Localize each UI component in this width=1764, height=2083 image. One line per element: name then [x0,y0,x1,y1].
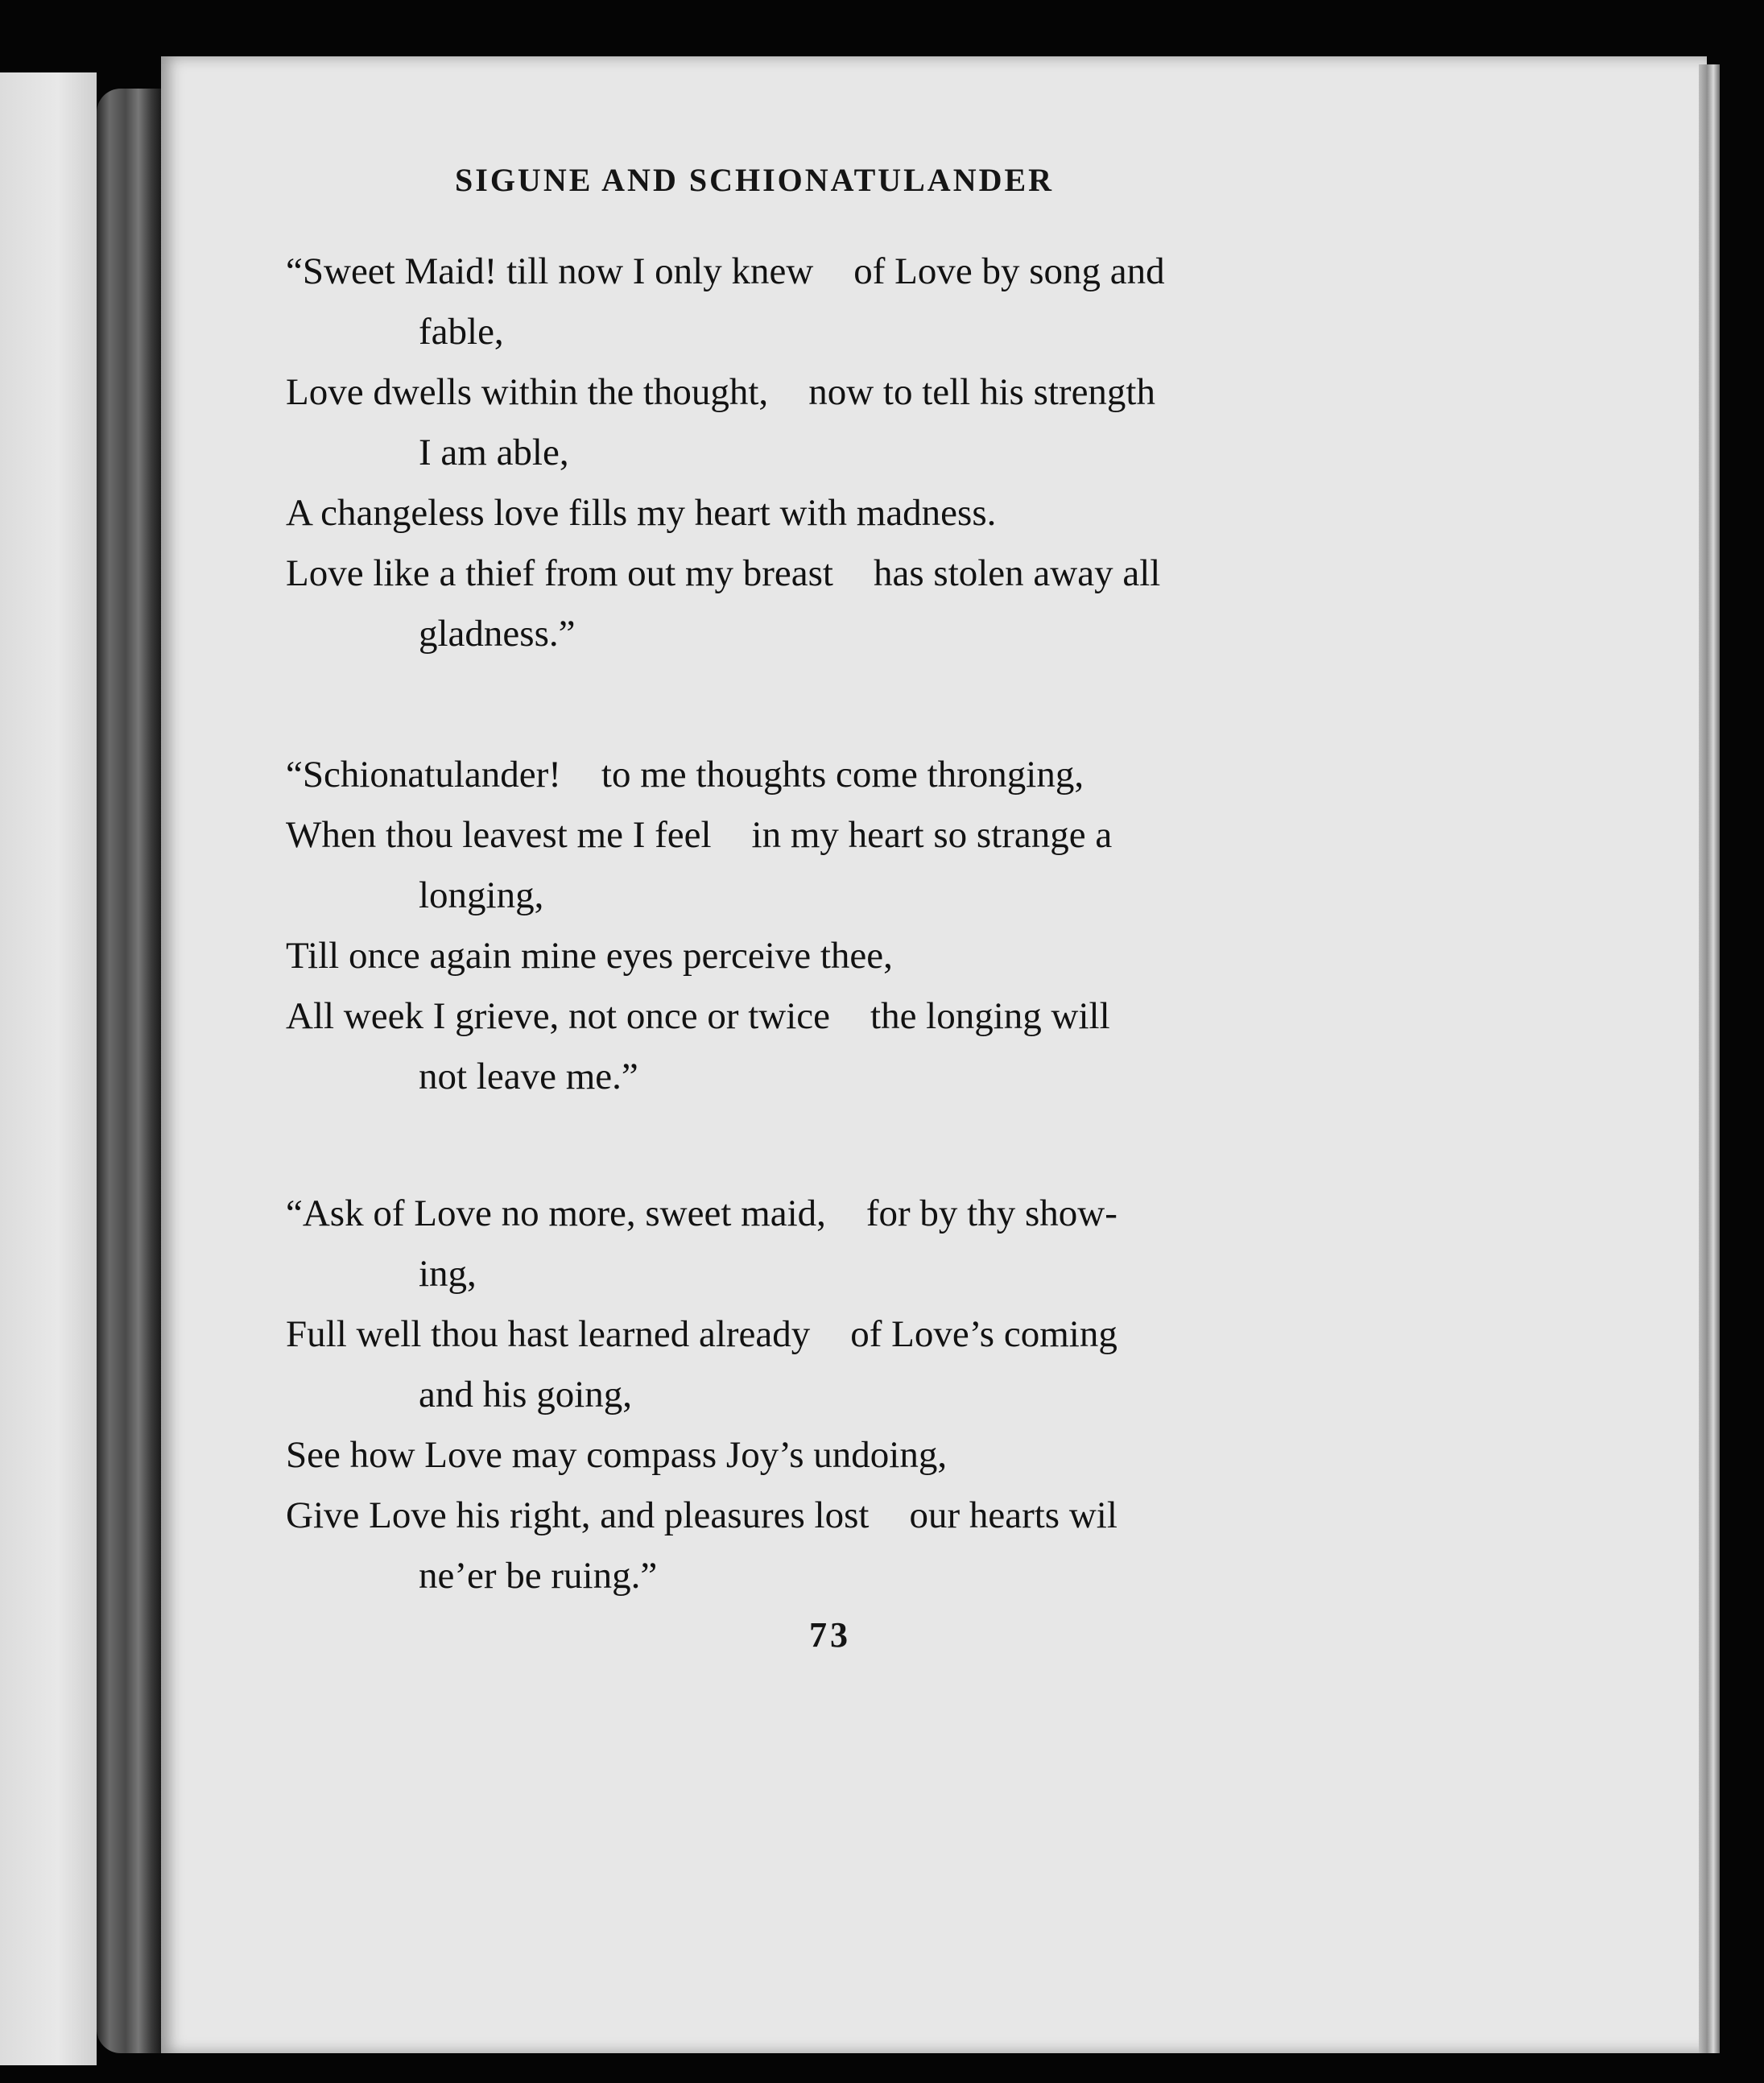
page-fore-edge [1699,64,1720,2053]
book-gutter [97,89,161,2053]
verse-line: “Ask of Love no more, sweet maid, for by thy show- [286,1192,1117,1234]
verse-line: Give Love his right, and pleasures lost our hearts wil [286,1494,1117,1536]
verse-line-continuation: longing, [419,874,544,916]
facing-page-edge [0,72,97,2065]
verse-line: “Sweet Maid! till now I only knew of Love by song and [286,250,1165,292]
page-number: 73 [809,1615,851,1655]
stanza-2 [286,745,1373,1107]
running-head: SIGUNE AND SCHIONATULANDER [455,162,1055,198]
verse-line: Full well thou hast learned already of Love’s coming [286,1313,1117,1355]
stanza-3 [286,1184,1373,1606]
verse-line: “Schionatulander! to me thoughts come thronging, [286,754,1084,796]
verse-line: All week I grieve, not once or twice the longing will [286,995,1110,1037]
stanza-1 [286,242,1373,664]
verse-line: When thou leavest me I feel in my heart so strange a [286,814,1113,856]
verse-line-continuation: not leave me.” [419,1056,638,1097]
verse-line: See how Love may compass Joy’s undoing, [286,1434,948,1476]
verse-line-continuation: ing, [419,1253,477,1295]
verse-line: Till once again mine eyes perceive thee, [286,935,893,977]
verse-line: Love like a thief from out my breast has stolen away all [286,552,1161,594]
verse-line: Love dwells within the thought, now to tell his strength [286,371,1155,413]
verse-line-continuation: I am able, [419,432,569,473]
verse-line-continuation: fable, [419,311,504,353]
verse-line: A changeless love fills my heart with madness. [286,492,997,534]
verse-line-continuation: gladness.” [419,613,576,655]
verse-line-continuation: ne’er be ruing.” [419,1555,658,1597]
verse-line-continuation: and his going, [419,1374,633,1416]
